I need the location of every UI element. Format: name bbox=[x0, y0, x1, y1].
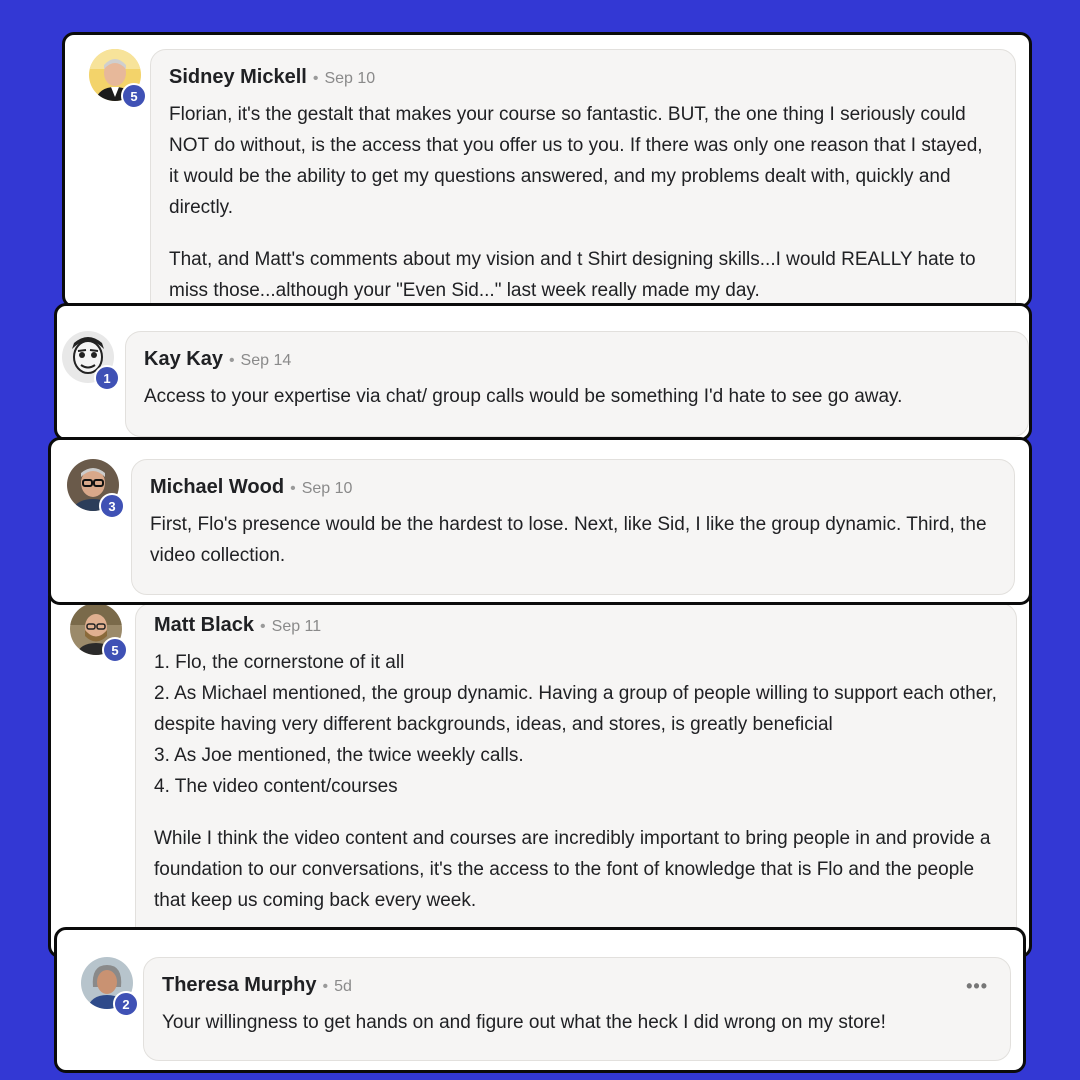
comment-date[interactable]: Sep 11 bbox=[271, 618, 322, 635]
comment-card-sidney bbox=[62, 32, 1032, 308]
avatar[interactable] bbox=[81, 957, 135, 1011]
level-badge: 1 bbox=[94, 365, 120, 391]
comment-paragraph: Access to your expertise via chat/ group calls would be something I'd hate to see go away. bbox=[144, 386, 903, 407]
list-item: 2. As Michael mentioned, the group dynamic. Having a group of people willing to support each other, despite having very different backgrounds, ideas, and stores, is greatly beneficial bbox=[154, 683, 997, 735]
comment-bubble bbox=[135, 603, 1017, 958]
level-badge: 3 bbox=[99, 493, 125, 519]
avatar[interactable] bbox=[62, 331, 116, 385]
comment-card-kay bbox=[54, 303, 1032, 441]
author-name[interactable]: Kay Kay bbox=[144, 348, 223, 370]
separator-dot: • bbox=[228, 352, 235, 369]
author-name[interactable]: Sidney Mickell bbox=[169, 66, 307, 88]
author-name[interactable]: Matt Black bbox=[154, 614, 255, 636]
author-name[interactable]: Michael Wood bbox=[150, 476, 285, 498]
separator-dot: • bbox=[290, 480, 296, 497]
comment-date[interactable]: Sep 10 bbox=[324, 70, 376, 87]
comment-card-matt bbox=[48, 584, 1032, 958]
avatar[interactable] bbox=[70, 603, 124, 657]
list-item: 4. The video content/courses bbox=[154, 776, 398, 797]
avatar[interactable] bbox=[67, 459, 121, 513]
comment-bubble bbox=[150, 49, 1016, 308]
comment-date[interactable]: 5d bbox=[334, 978, 352, 995]
author-name[interactable]: Theresa Murphy bbox=[162, 974, 317, 996]
level-badge: 2 bbox=[113, 991, 139, 1017]
separator-dot: • bbox=[260, 618, 266, 635]
list-item: 1. Flo, the cornerstone of it all bbox=[154, 652, 405, 673]
avatar[interactable] bbox=[89, 49, 143, 103]
comment-card-theresa bbox=[54, 927, 1026, 1073]
level-badge: 5 bbox=[102, 637, 128, 663]
more-options-icon[interactable]: ••• bbox=[966, 976, 988, 996]
comment-paragraph: That, and Matt's comments about my vision and t Shirt designing skills...I would REALLY hate to miss those...although your "Even Sid..." last week really made my day. bbox=[169, 249, 976, 301]
level-badge: 5 bbox=[121, 83, 147, 109]
comment-bubble bbox=[125, 331, 1029, 437]
comment-card-michael bbox=[48, 437, 1032, 605]
comment-date[interactable]: Sep 10 bbox=[301, 480, 353, 497]
list-item: 3. As Joe mentioned, the twice weekly calls. bbox=[154, 745, 524, 766]
comment-paragraph: First, Flo's presence would be the hardest to lose. Next, like Sid, I like the group dynamic. Third, the video collection. bbox=[150, 514, 987, 566]
comment-bubble bbox=[131, 459, 1015, 595]
comment-paragraph: Florian, it's the gestalt that makes your course so fantastic. BUT, the one thing I seriously could NOT do without, is the access that you offer us to you. If there was only one reason that I stayed, it would be the ability to get my questions answered, and my problems dealt with, quickly and directly. bbox=[169, 104, 983, 218]
comment-date[interactable]: Sep 14 bbox=[240, 352, 292, 369]
separator-dot: • bbox=[322, 978, 329, 995]
comment-paragraph: Your willingness to get hands on and figure out what the heck I did wrong on my store! bbox=[162, 1012, 886, 1033]
numbered-list bbox=[154, 647, 998, 802]
separator-dot: • bbox=[312, 70, 319, 87]
comment-bubble bbox=[143, 957, 1011, 1061]
comment-paragraph: While I think the video content and courses are incredibly important to bring people in and provide a foundation to our conversations, it's the access to the font of knowledge that is Flo and the people that keep us coming back every week. bbox=[154, 828, 991, 911]
